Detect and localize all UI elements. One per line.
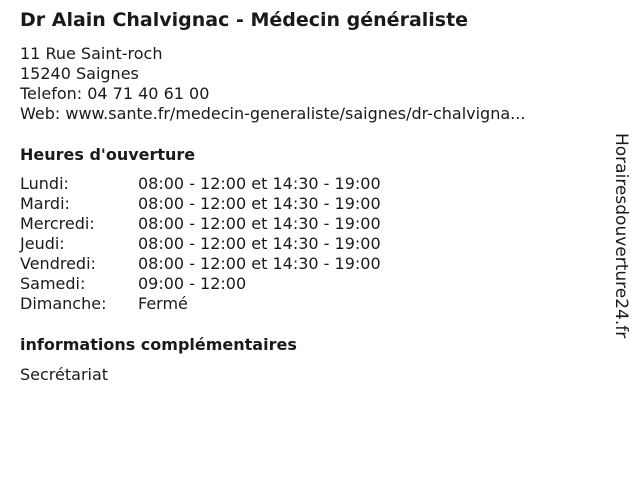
- day-label: Jeudi:: [20, 234, 65, 253]
- watermark: [610, 133, 634, 348]
- time-value: Fermé: [138, 294, 188, 313]
- city-postal: 15240 Saignes: [20, 64, 139, 83]
- phone-number: Telefon: 04 71 40 61 00: [20, 84, 210, 103]
- street-address: 11 Rue Saint-roch: [20, 44, 163, 63]
- address-block: [20, 44, 525, 124]
- day-label: Mercredi:: [20, 214, 95, 233]
- day-label: Lundi:: [20, 174, 69, 193]
- day-label: Dimanche:: [20, 294, 107, 313]
- additional-info-heading: informations complémentaires: [20, 335, 297, 354]
- time-value: 09:00 - 12:00: [138, 274, 247, 293]
- time-value: 08:00 - 12:00 et 14:30 - 19:00: [138, 254, 381, 273]
- additional-info-text: Secrétariat: [20, 365, 109, 384]
- day-label: Vendredi:: [20, 254, 96, 273]
- time-value: 08:00 - 12:00 et 14:30 - 19:00: [138, 214, 381, 233]
- watermark-text: Horairesdouverture24.fr: [611, 133, 631, 339]
- time-value: 08:00 - 12:00 et 14:30 - 19:00: [138, 174, 381, 193]
- page-title: Dr Alain Chalvignac - Médecin généraliste: [20, 9, 469, 31]
- day-label: Mardi:: [20, 194, 70, 213]
- time-value: 08:00 - 12:00 et 14:30 - 19:00: [138, 194, 381, 213]
- opening-hours-heading: Heures d'ouverture: [20, 145, 196, 164]
- day-label: Samedi:: [20, 274, 86, 293]
- time-value: 08:00 - 12:00 et 14:30 - 19:00: [138, 234, 381, 253]
- website-link[interactable]: Web: www.sante.fr/medecin-generaliste/saignes/dr-chalvigna...: [20, 104, 526, 123]
